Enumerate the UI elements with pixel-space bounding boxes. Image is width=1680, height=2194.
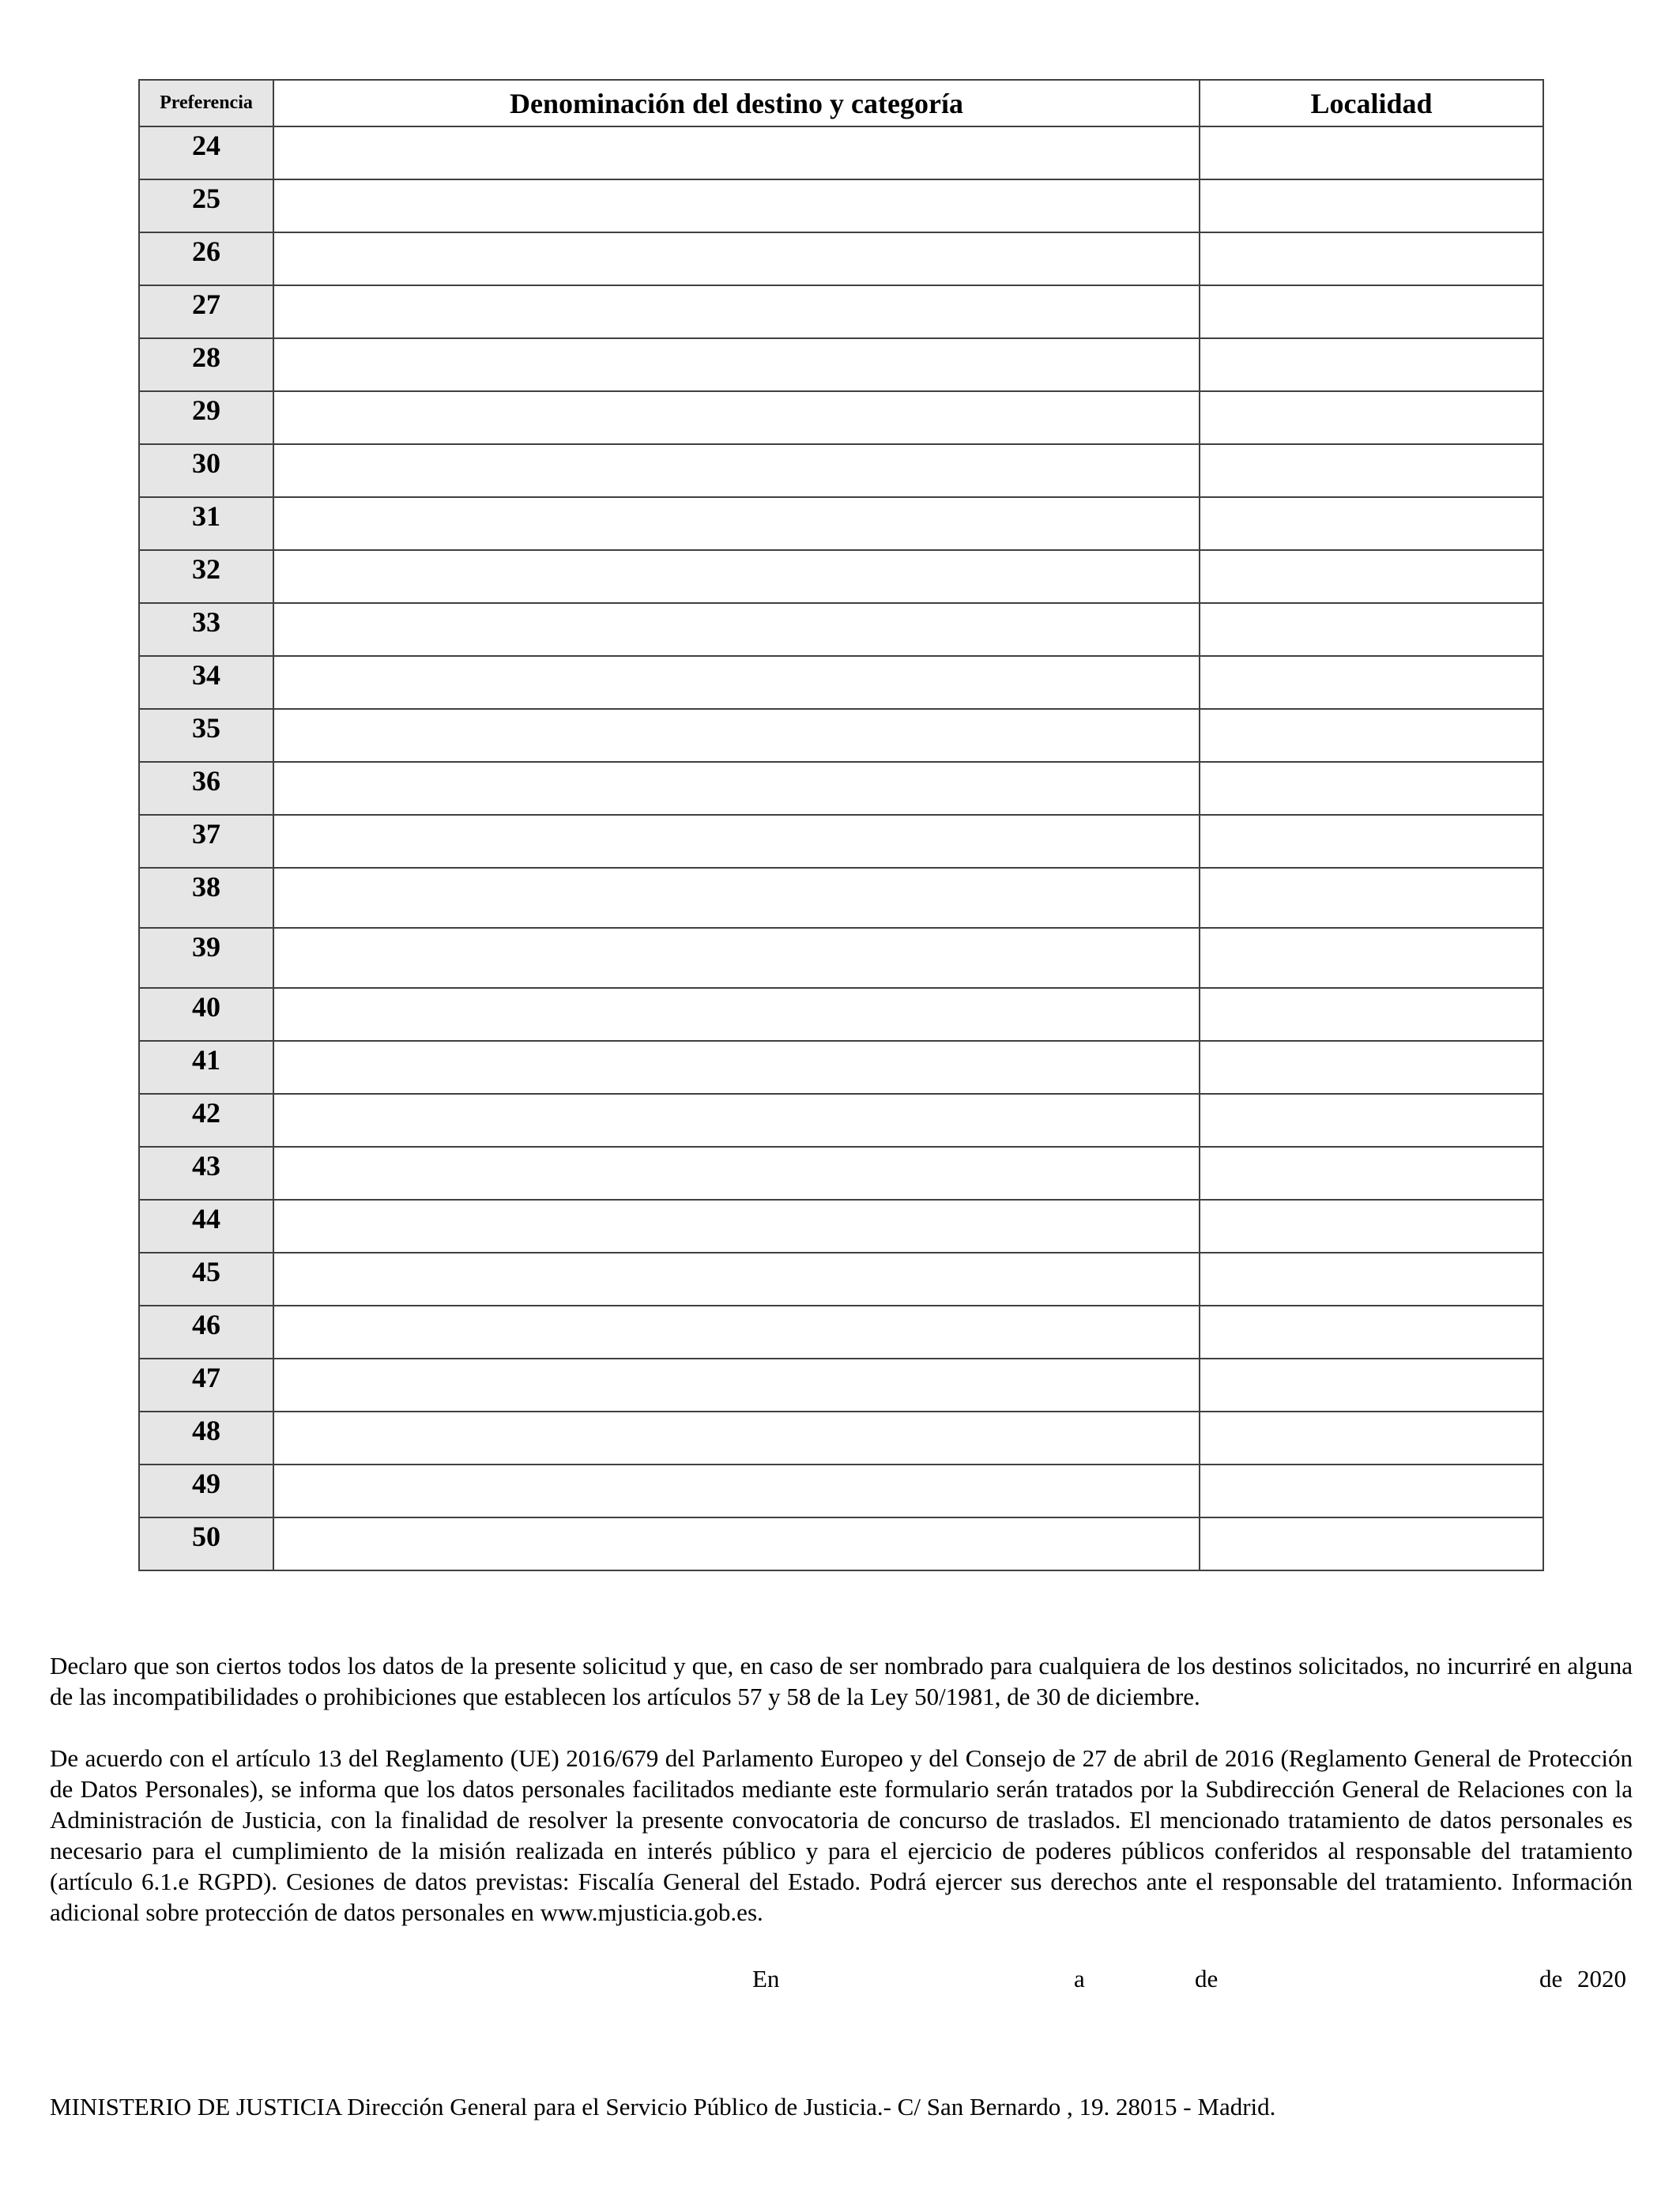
destino-field[interactable]: [273, 338, 1200, 391]
localidad-field[interactable]: [1200, 1253, 1543, 1306]
preference-number: 45: [139, 1253, 273, 1306]
destino-field[interactable]: [273, 1200, 1200, 1253]
preference-number: 42: [139, 1094, 273, 1147]
preference-number: 24: [139, 126, 273, 179]
destino-field[interactable]: [273, 988, 1200, 1041]
destino-field[interactable]: [273, 444, 1200, 497]
table-row: [139, 603, 1543, 656]
destino-field[interactable]: [273, 232, 1200, 285]
table-row: [139, 656, 1543, 709]
preference-number: 44: [139, 1200, 273, 1253]
preference-number: 48: [139, 1412, 273, 1465]
localidad-field[interactable]: [1200, 232, 1543, 285]
preference-number: 34: [139, 656, 273, 709]
privacy-notice-paragraph: De acuerdo con el artículo 13 del Reglamento (UE) 2016/679 del Parlamento Europeo y del Consejo de 27 de abril de 2016 (Reglamento General de Protección de Datos Personales), se informa que los datos personales facilitados mediante este formulario serán tratados por la Subdirección General de Relaciones con la Administración de Justicia, con la finalidad de resolver la presente convocatoria de concurso de traslados. El mencionado tratamiento de datos personales es necesario para el cumplimiento de la misión realizada en interés público y para el ejercicio de poderes públicos conferidos al responsable del tratamiento (artículo 6.1.e RGPD). Cesiones de datos previstas: Fiscalía General del Estado. Podrá ejercer sus derechos ante el responsable del tratamiento. Información adicional sobre protección de datos personales en www.mjusticia.gob.es.: [50, 1744, 1633, 1926]
preference-number: 41: [139, 1041, 273, 1094]
table-row: [139, 126, 1543, 179]
table-row: [139, 338, 1543, 391]
destino-field[interactable]: [273, 1253, 1200, 1306]
localidad-field[interactable]: [1200, 656, 1543, 709]
destino-field[interactable]: [273, 550, 1200, 603]
footer-address: MINISTERIO DE JUSTICIA Dirección General para el Servicio Público de Justicia.- C/ San Bernardo , 19. 28015 - Madrid.: [50, 2093, 1276, 2120]
preference-number: 46: [139, 1306, 273, 1359]
localidad-field[interactable]: [1200, 1517, 1543, 1570]
preference-number: 50: [139, 1517, 273, 1570]
localidad-field[interactable]: [1200, 1041, 1543, 1094]
table-row: [139, 285, 1543, 338]
preference-number: 39: [139, 928, 273, 988]
localidad-field[interactable]: [1200, 762, 1543, 815]
table-row: [139, 1306, 1543, 1359]
preference-number: 33: [139, 603, 273, 656]
preference-number: 31: [139, 497, 273, 550]
localidad-field[interactable]: [1200, 1465, 1543, 1517]
destino-field[interactable]: [273, 1094, 1200, 1147]
date-label-de-month: de: [1195, 1965, 1219, 1992]
destino-field[interactable]: [273, 126, 1200, 179]
table-row: [139, 1253, 1543, 1306]
table-row: [139, 391, 1543, 444]
destino-field[interactable]: [273, 815, 1200, 868]
date-label-en: En: [752, 1965, 780, 1992]
date-label-a: a: [1074, 1965, 1085, 1992]
table-body: [139, 126, 1543, 1570]
destino-field[interactable]: [273, 285, 1200, 338]
localidad-field[interactable]: [1200, 497, 1543, 550]
destino-field[interactable]: [273, 1147, 1200, 1200]
table-row: [139, 928, 1543, 988]
destino-field[interactable]: [273, 1465, 1200, 1517]
destino-field[interactable]: [273, 1359, 1200, 1412]
destino-field[interactable]: [273, 603, 1200, 656]
destino-field[interactable]: [273, 656, 1200, 709]
localidad-field[interactable]: [1200, 179, 1543, 232]
localidad-field[interactable]: [1200, 868, 1543, 928]
table-row: [139, 1412, 1543, 1465]
localidad-field[interactable]: [1200, 1412, 1543, 1465]
header-preferencia: Preferencia: [139, 80, 273, 126]
destino-field[interactable]: [273, 928, 1200, 988]
preference-number: 40: [139, 988, 273, 1041]
table-row: [139, 444, 1543, 497]
table-row: [139, 497, 1543, 550]
table-row: [139, 1200, 1543, 1253]
localidad-field[interactable]: [1200, 1147, 1543, 1200]
header-localidad: Localidad: [1200, 80, 1543, 126]
localidad-field[interactable]: [1200, 709, 1543, 762]
destino-field[interactable]: [273, 868, 1200, 928]
localidad-field[interactable]: [1200, 550, 1543, 603]
table-row: [139, 815, 1543, 868]
table-row: [139, 550, 1543, 603]
preference-number: 47: [139, 1359, 273, 1412]
date-label-de-year: de: [1539, 1965, 1563, 1992]
header-denominacion: Denominación del destino y categoría: [273, 80, 1200, 126]
destino-field[interactable]: [273, 709, 1200, 762]
localidad-field[interactable]: [1200, 391, 1543, 444]
destino-field[interactable]: [273, 391, 1200, 444]
localidad-field[interactable]: [1200, 928, 1543, 988]
date-year: 2020: [1577, 1965, 1626, 1992]
preference-number: 30: [139, 444, 273, 497]
table-row: [139, 988, 1543, 1041]
preference-number: 29: [139, 391, 273, 444]
localidad-field[interactable]: [1200, 1094, 1543, 1147]
preference-number: 27: [139, 285, 273, 338]
destino-field[interactable]: [273, 1041, 1200, 1094]
table-row: [139, 868, 1543, 928]
destino-field[interactable]: [273, 762, 1200, 815]
destino-field[interactable]: [273, 1306, 1200, 1359]
destino-field[interactable]: [273, 179, 1200, 232]
preference-number: 28: [139, 338, 273, 391]
preference-number: 36: [139, 762, 273, 815]
preference-number: 37: [139, 815, 273, 868]
localidad-field[interactable]: [1200, 338, 1543, 391]
localidad-field[interactable]: [1200, 603, 1543, 656]
destino-field[interactable]: [273, 497, 1200, 550]
localidad-field[interactable]: [1200, 1200, 1543, 1253]
table-row: [139, 179, 1543, 232]
preference-number: 38: [139, 868, 273, 928]
preference-number: 43: [139, 1147, 273, 1200]
table-row: [139, 1465, 1543, 1517]
table-row: [139, 709, 1543, 762]
preference-table: [138, 79, 1544, 1571]
localidad-field[interactable]: [1200, 1359, 1543, 1412]
localidad-field[interactable]: [1200, 1306, 1543, 1359]
table-row: [139, 1094, 1543, 1147]
table-row: [139, 762, 1543, 815]
table-row: [139, 232, 1543, 285]
localidad-field[interactable]: [1200, 815, 1543, 868]
table-row: [139, 1041, 1543, 1094]
localidad-field[interactable]: [1200, 285, 1543, 338]
localidad-field[interactable]: [1200, 126, 1543, 179]
localidad-field[interactable]: [1200, 444, 1543, 497]
localidad-field[interactable]: [1200, 988, 1543, 1041]
preference-number: 35: [139, 709, 273, 762]
preference-number: 26: [139, 232, 273, 285]
table-header-row: [139, 80, 1543, 126]
table-row: [139, 1147, 1543, 1200]
destino-field[interactable]: [273, 1517, 1200, 1570]
table-row: [139, 1517, 1543, 1570]
destino-field[interactable]: [273, 1412, 1200, 1465]
preference-number: 49: [139, 1465, 273, 1517]
declaration-paragraph: Declaro que son ciertos todos los datos de la presente solicitud y que, en caso de ser nombrado para cualquiera de los destinos solicitados, no incurriré en alguna de las incompatibilidades o prohibiciones que establecen los artículos 57 y 58 de la Ley 50/1981, de 30 de diciembre.: [50, 1652, 1633, 1710]
table-row: [139, 1359, 1543, 1412]
preference-number: 32: [139, 550, 273, 603]
preference-number: 25: [139, 179, 273, 232]
